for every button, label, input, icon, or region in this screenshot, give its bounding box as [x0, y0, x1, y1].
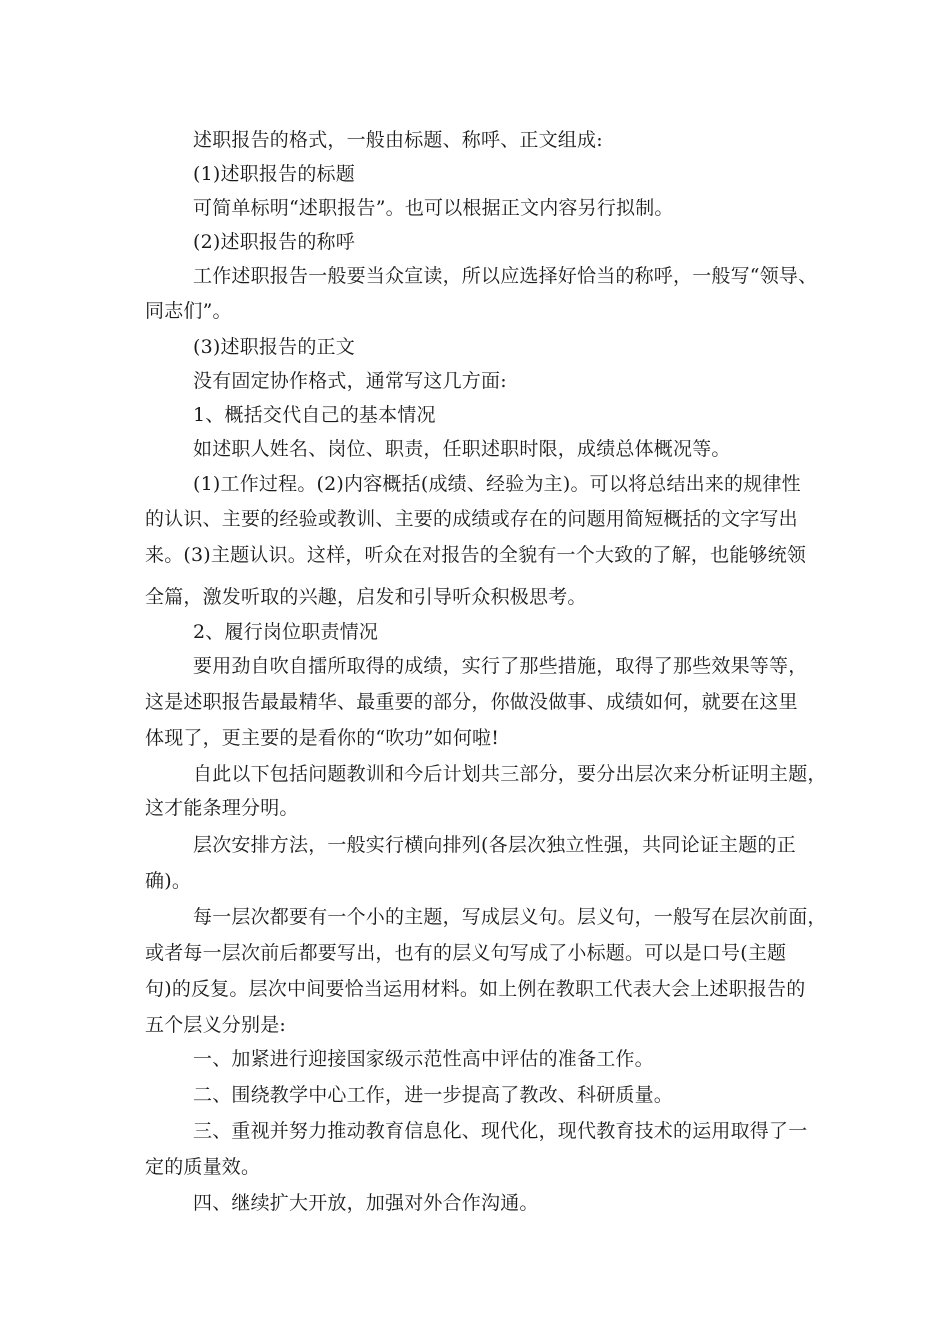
text-line: (3)述职报告的正文	[193, 336, 355, 358]
text-line: (1)工作过程。(2)内容概括(成绩、经验为主)。可以将总结出来的规律性	[193, 473, 801, 495]
text-line: 或者每一层次前后都要写出，也有的层义句写成了小标题。可以是口号(主题	[145, 942, 787, 964]
text-line: 自此以下包括问题教训和今后计划共三部分，要分出层次来分析证明主题，	[193, 763, 827, 785]
text-line: 定的质量效。	[145, 1156, 261, 1178]
text-line: 要用劲自吹自擂所取得的成绩，实行了那些措施，取得了那些效果等等，	[193, 655, 808, 677]
text-line: (2)述职报告的称呼	[193, 231, 355, 253]
text-line: 述职报告的格式，一般由标题、称呼、正文组成:	[193, 129, 603, 151]
text-line: 体现了，更主要的是看你的“吹功”如何啦!	[145, 727, 500, 749]
text-line: (1)述职报告的标题	[193, 163, 355, 185]
text-line: 2、履行岗位职责情况	[193, 621, 379, 643]
text-line: 一、加紧进行迎接国家级示范性高中评估的准备工作。	[193, 1048, 654, 1070]
text-line: 三、重视并努力推动教育信息化、现代化，现代教育技术的运用取得了一	[193, 1120, 808, 1142]
text-line: 二、围绕教学中心工作，进一步提高了教改、科研质量。	[193, 1084, 674, 1106]
text-line: 每一层次都要有一个小的主题，写成层义句。层义句，一般写在层次前面，	[193, 906, 827, 928]
text-line: 五个层义分别是:	[145, 1014, 287, 1036]
text-line: 的认识、主要的经验或教训、主要的成绩或存在的问题用简短概括的文字写出	[145, 508, 798, 530]
text-line: 这是述职报告最最精华、最重要的部分，你做没做事、成绩如何，就要在这里	[145, 691, 798, 713]
text-line: 没有固定协作格式，通常写这几方面:	[193, 370, 507, 392]
text-line: 层次安排方法，一般实行横向排列(各层次独立性强，共同论证主题的正	[193, 834, 796, 856]
text-line: 1、概括交代自己的基本情况	[193, 404, 436, 426]
text-line: 确)。	[145, 870, 192, 892]
text-line: 来。(3)主题认识。这样，听众在对报告的全貌有一个大致的了解，也能够统领	[145, 544, 807, 566]
text-line: 如述职人姓名、岗位、职责，任职述职时限，成绩总体概况等。	[193, 438, 731, 460]
text-line: 工作述职报告一般要当众宣读，所以应选择好恰当的称呼，一般写“领导、	[193, 265, 818, 287]
text-line: 句)的反复。层次中间要恰当运用材料。如上例在教职工代表大会上述职报告的	[145, 978, 806, 1000]
text-line: 四、继续扩大开放，加强对外合作沟通。	[193, 1192, 539, 1214]
text-line: 这才能条理分明。	[145, 797, 299, 819]
text-line: 可简单标明“述职报告”。也可以根据正文内容另行拟制。	[193, 197, 674, 219]
text-line: 同志们”。	[145, 300, 232, 322]
text-line: 全篇，激发听取的兴趣，启发和引导听众积极思考。	[145, 586, 587, 608]
